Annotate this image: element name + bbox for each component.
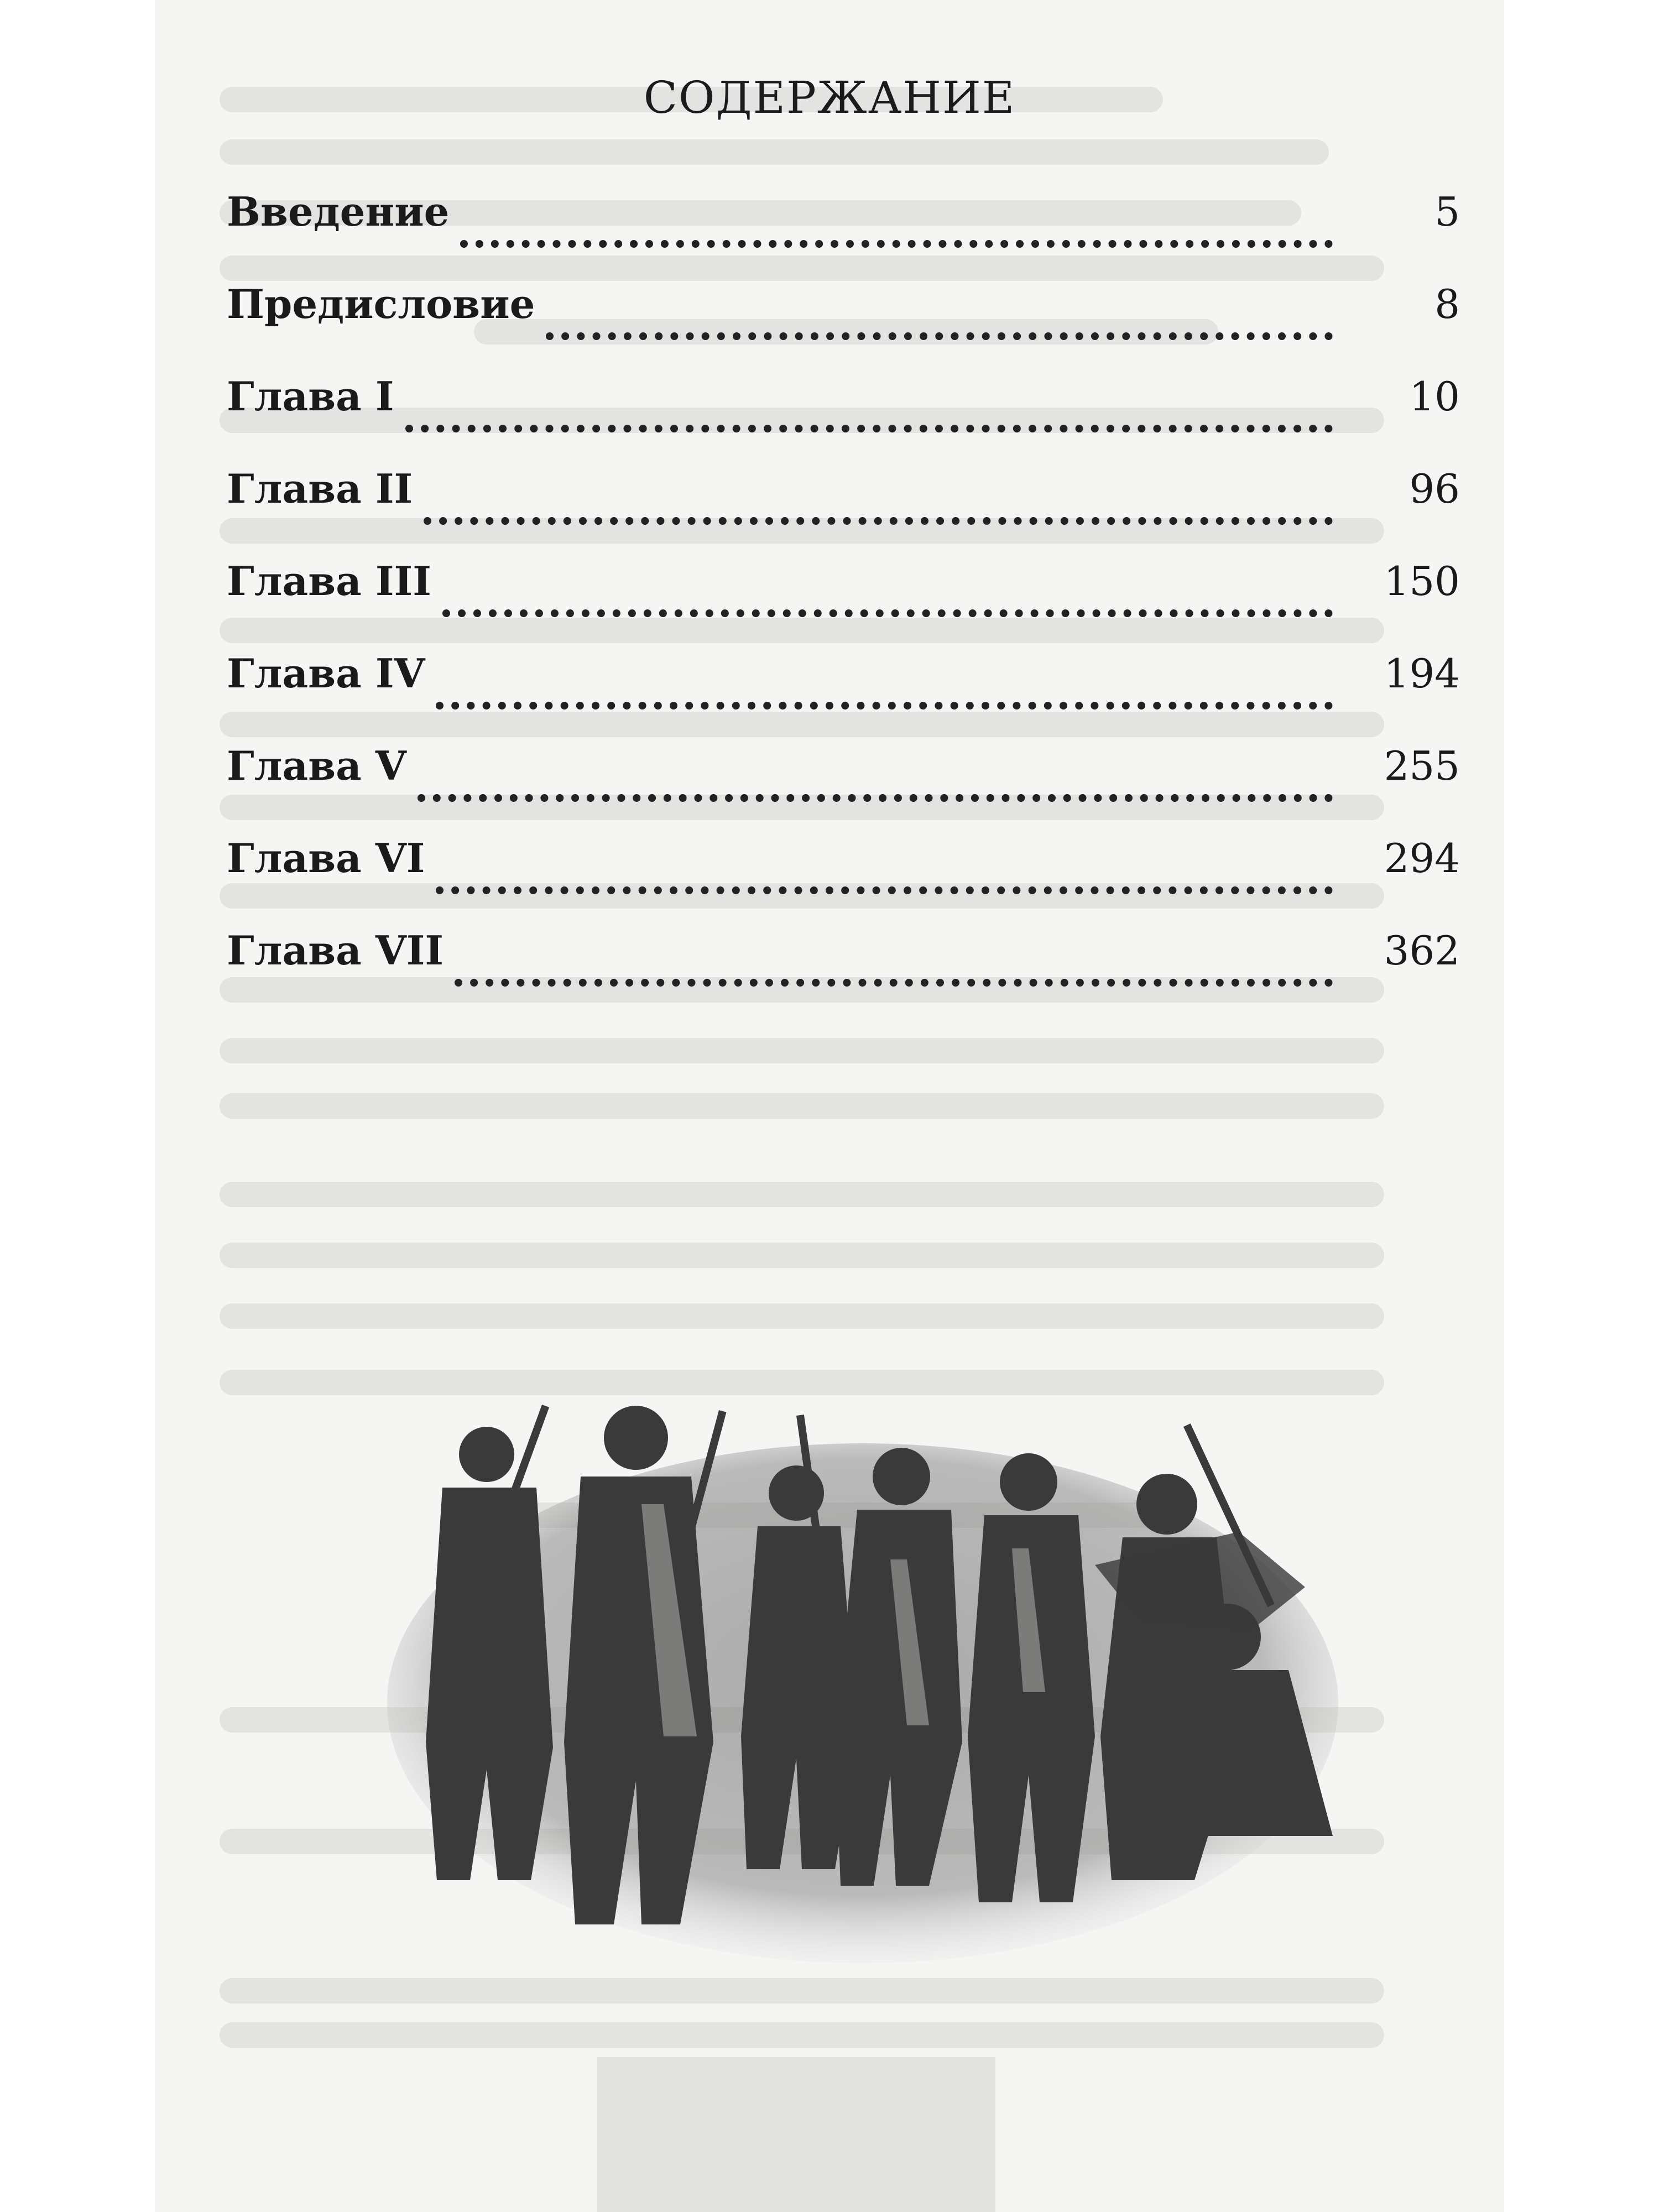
toc-entry xyxy=(227,834,1460,927)
toc-entry-label: Глава II xyxy=(227,465,413,512)
toc-entry xyxy=(227,373,1460,465)
toc-entry-label: Введение xyxy=(227,188,450,235)
toc-title: СОДЕРЖАНИЕ xyxy=(643,72,1016,123)
toc-entry-page: 362 xyxy=(1384,927,1460,974)
toc-entry-page: 5 xyxy=(1434,189,1460,235)
toc-entry-label: Глава IV xyxy=(227,650,425,697)
toc-leader-dots xyxy=(436,886,1333,894)
toc-entry-page: 150 xyxy=(1384,558,1460,604)
toc-leader-dots xyxy=(442,609,1333,617)
toc-leader-dots xyxy=(546,332,1333,340)
toc-leader-dots xyxy=(424,517,1333,525)
toc-entry-label: Глава VI xyxy=(227,834,425,881)
toc-entry-page: 255 xyxy=(1384,743,1460,789)
book-page xyxy=(155,0,1504,2212)
toc-entry xyxy=(227,557,1460,650)
toc-entry-page: 194 xyxy=(1384,650,1460,697)
toc-entry-label: Предисловие xyxy=(227,280,535,327)
toc-entry-page: 294 xyxy=(1384,835,1460,881)
toc-leader-dots xyxy=(405,425,1333,432)
toc-leader-dots xyxy=(455,979,1333,987)
toc-entry-label: Глава III xyxy=(227,557,431,604)
toc-entry-label: Глава VII xyxy=(227,927,444,974)
group-illustration xyxy=(376,1394,1349,1969)
toc-entry xyxy=(227,188,1460,280)
toc-entry xyxy=(227,280,1460,373)
toc-leader-dots xyxy=(460,240,1333,248)
toc-entry-label: Глава I xyxy=(227,373,394,420)
toc-entry-page: 96 xyxy=(1409,466,1460,512)
toc-entry xyxy=(227,742,1460,834)
toc-leader-dots xyxy=(418,794,1333,802)
toc-entry xyxy=(227,927,1460,1019)
toc-entry xyxy=(227,465,1460,557)
toc-entry-label: Глава V xyxy=(227,742,406,789)
table-of-contents xyxy=(227,188,1460,1019)
toc-leader-dots xyxy=(436,702,1333,709)
toc-entry-page: 8 xyxy=(1434,281,1460,327)
toc-entry xyxy=(227,650,1460,742)
toc-entry-page: 10 xyxy=(1409,373,1460,420)
